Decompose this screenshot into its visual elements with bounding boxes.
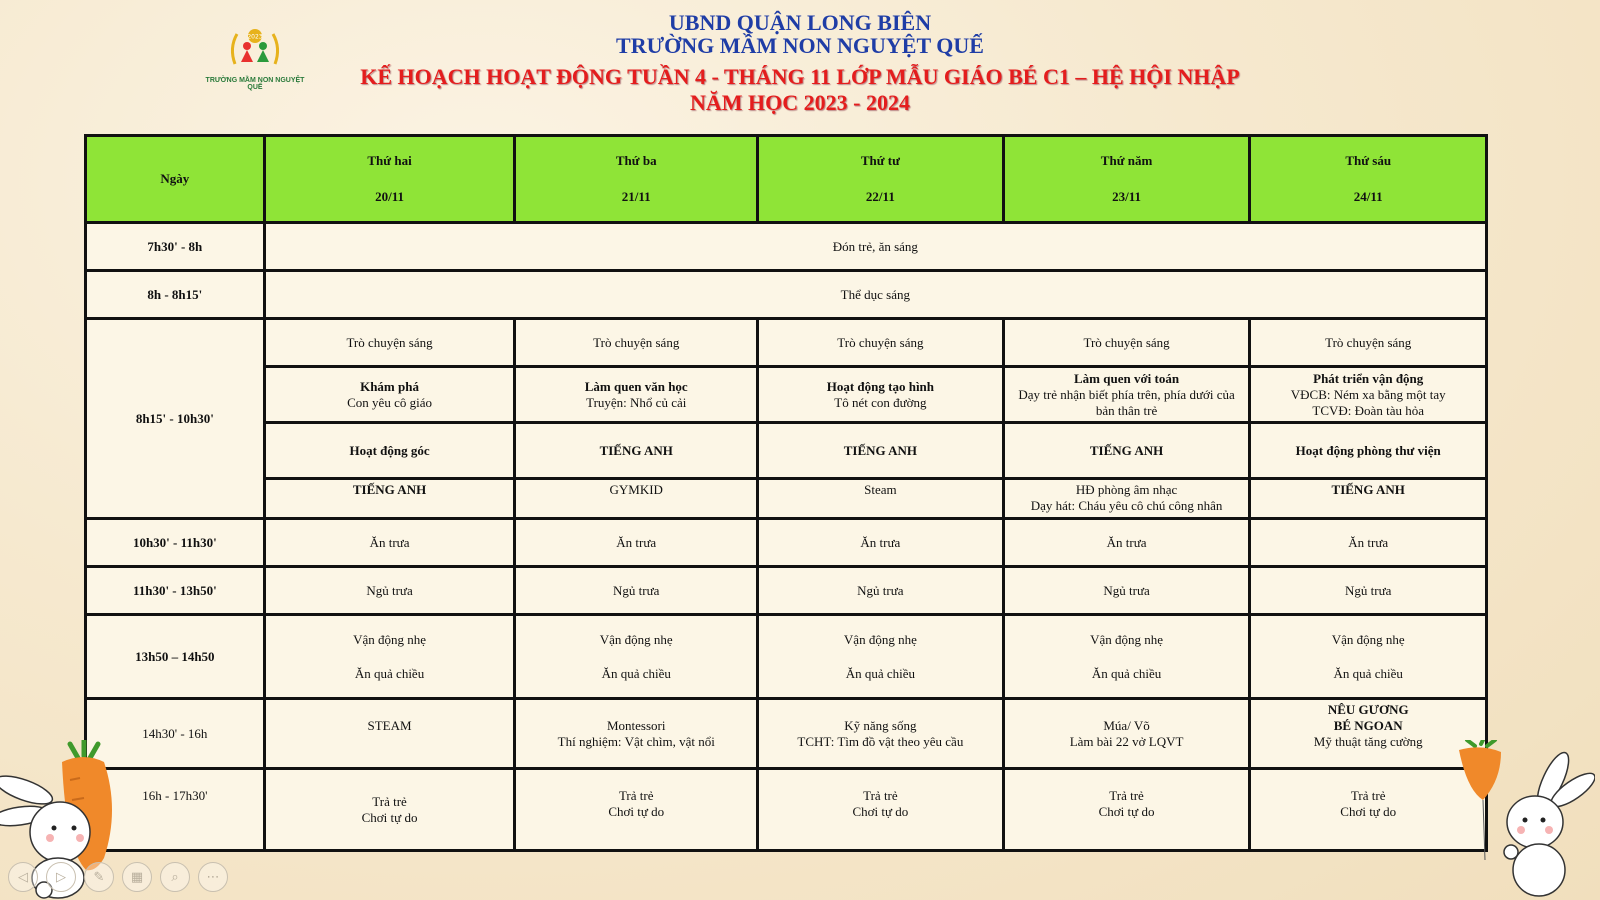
activity-cell: Đón trẻ, ăn sáng: [264, 223, 1486, 271]
header-day-wed: [758, 136, 1004, 223]
slides-grid-icon: ▦: [130, 869, 144, 885]
activity-cell: Hoạt động góc: [264, 423, 515, 479]
header-day-thu: [1003, 136, 1250, 223]
activity-cell: [1003, 479, 1250, 519]
activity-detail: Vận động nhẹ: [599, 631, 673, 647]
activity-cell: [1003, 367, 1250, 423]
activity-cell: [758, 615, 1004, 699]
school-year: NĂM HỌC 2023 - 2024: [690, 90, 910, 115]
activity-detail-2: Chơi tự do: [1340, 804, 1397, 819]
pen-icon: ✎: [93, 869, 105, 885]
day-name: Thứ tư: [860, 153, 900, 168]
district-name: UBND QUẬN LONG BIÊN: [668, 10, 932, 35]
activity-detail-2: Ăn quả chiều: [1333, 665, 1403, 681]
activity-cell: [1250, 615, 1487, 699]
table-row: [86, 367, 1487, 423]
activity-detail-2: Làm bài 22 vở LQVT: [1069, 734, 1184, 749]
day-date: 23/11: [1112, 189, 1142, 204]
activity-detail: Tô nét con đường: [834, 394, 927, 410]
time-slot: 8h15' - 10h30': [86, 319, 265, 519]
time-slot: 8h - 8h15': [86, 271, 265, 319]
activity-cell: [264, 367, 515, 423]
activity-detail: Múa/ Võ: [1103, 718, 1150, 733]
table-row: [86, 567, 1487, 615]
activity-title: Khám phá: [360, 378, 419, 394]
zoom-icon: ⌕: [171, 869, 179, 885]
activity-cell: Trò chuyện sáng: [1003, 319, 1250, 367]
activity-title-2: BÉ NGOAN: [1333, 718, 1403, 733]
activity-detail-2: Chơi tự do: [852, 804, 909, 819]
activity-cell: Ngủ trưa: [515, 567, 758, 615]
school-logo: [205, 26, 305, 91]
activity-cell: [1003, 769, 1250, 851]
activity-detail-2: Chơi tự do: [608, 804, 665, 819]
day-date: 20/11: [375, 189, 404, 204]
activity-cell: [1250, 367, 1487, 423]
svg-text:2023: 2023: [247, 33, 263, 41]
activity-detail-2: Thí nghiệm: Vật chìm, vật nổi: [557, 734, 715, 749]
day-date: 22/11: [865, 189, 895, 204]
activity-cell: Ngủ trưa: [1003, 567, 1250, 615]
previous-slide-button[interactable]: [8, 862, 38, 892]
day-name: Thứ hai: [367, 153, 412, 168]
activity-cell: Trò chuyện sáng: [1250, 319, 1487, 367]
activity-detail: Vận động nhẹ: [1331, 631, 1405, 647]
activity-cell: Ăn trưa: [1003, 519, 1250, 567]
activity-cell: [1003, 615, 1250, 699]
activity-cell: Trò chuyện sáng: [515, 319, 758, 367]
weekly-schedule-table: [84, 134, 1488, 852]
table-row: [86, 769, 1487, 851]
activity-detail: Vận động nhẹ: [1090, 631, 1164, 647]
activity-cell: Ngủ trưa: [1250, 567, 1487, 615]
activity-cell: Ăn trưa: [1250, 519, 1487, 567]
activity-cell: [515, 769, 758, 851]
more-options-icon: ⋯: [206, 869, 220, 885]
table-row: [86, 319, 1487, 367]
activity-cell: TIẾNG ANH: [1003, 423, 1250, 479]
bunny-carrot-right-icon: [1445, 740, 1595, 900]
activity-detail-2: TCVĐ: Đoàn tàu hỏa: [1312, 402, 1424, 418]
school-logo-emblem-icon: [225, 26, 285, 70]
activity-title: Hoạt động tạo hình: [826, 378, 935, 394]
activity-cell: [264, 615, 515, 699]
plan-title: KẾ HOẠCH HOẠT ĐỘNG TUẦN 4 - THÁNG 11 LỚP MẪU GIÁO BÉ C1 – HỆ HỘI NHẬP: [360, 64, 1240, 89]
see-all-slides-button[interactable]: [122, 862, 152, 892]
activity-cell: [515, 699, 758, 769]
day-name: Thứ ba: [615, 153, 657, 168]
activity-detail-2: Chơi tự do: [361, 809, 418, 825]
activity-cell: [758, 769, 1004, 851]
activity-cell: Thể dục sáng: [264, 271, 1486, 319]
activity-cell: Hoạt động phòng thư viện: [1250, 423, 1487, 479]
activity-cell: STEAM: [264, 699, 515, 769]
table-row: [86, 615, 1487, 699]
activity-detail-2: Ăn quả chiều: [601, 665, 671, 681]
activity-cell: [515, 615, 758, 699]
activity-detail: Trả trẻ: [372, 793, 407, 809]
time-slot: 11h30' - 13h50': [86, 567, 265, 615]
slideshow-controls: [8, 862, 228, 892]
table-header-row: [86, 136, 1487, 223]
activity-title: Làm quen văn học: [584, 378, 688, 394]
zoom-button[interactable]: [160, 862, 190, 892]
day-date: 24/11: [1353, 189, 1383, 204]
activity-detail: Con yêu cô giáo: [347, 394, 432, 410]
day-date: 21/11: [621, 189, 651, 204]
activity-cell: TIẾNG ANH: [264, 479, 515, 519]
activity-detail: Trả trẻ: [618, 788, 654, 803]
pen-tool-button[interactable]: [84, 862, 114, 892]
activity-detail-2: Ăn quả chiều: [1091, 665, 1162, 681]
activity-title: NÊU GƯƠNG: [1327, 702, 1409, 717]
activity-detail: VĐCB: Ném xa bằng một tay: [1290, 386, 1446, 402]
activity-detail-2: TCHT: Tìm đồ vật theo yêu cầu: [797, 734, 964, 749]
activity-detail: Kỹ năng sống: [844, 718, 917, 733]
activity-detail: Trả trẻ: [1350, 788, 1386, 803]
activity-detail: HĐ phòng âm nhạc: [1075, 482, 1178, 497]
activity-cell: GYMKID: [515, 479, 758, 519]
table-row: [86, 699, 1487, 769]
header-day-label: Ngày: [86, 136, 265, 223]
next-slide-button[interactable]: [46, 862, 76, 892]
activity-cell: [1003, 699, 1250, 769]
activity-cell: Ngủ trưa: [264, 567, 515, 615]
activity-title: Làm quen với toán: [1074, 370, 1180, 386]
activity-cell: TIẾNG ANH: [1250, 479, 1487, 519]
time-slot: 13h50 – 14h50: [86, 615, 265, 699]
time-slot: 14h30' - 16h: [86, 699, 265, 769]
table-row: [86, 271, 1487, 319]
activity-cell: Trò chuyện sáng: [758, 319, 1004, 367]
school-name: TRƯỜNG MẦM NON NGUYỆT QUẾ: [616, 33, 984, 58]
day-name: Thứ năm: [1100, 153, 1153, 168]
activity-cell: Ăn trưa: [264, 519, 515, 567]
activity-cell: [758, 699, 1004, 769]
day-name: Thứ sáu: [1345, 153, 1392, 168]
table-row: [86, 423, 1487, 479]
activity-detail-2: Ăn quả chiều: [354, 665, 425, 681]
time-slot: 10h30' - 11h30': [86, 519, 265, 567]
activity-cell: TIẾNG ANH: [515, 423, 758, 479]
activity-cell: TIẾNG ANH: [758, 423, 1004, 479]
activity-cell: Ngủ trưa: [758, 567, 1004, 615]
next-slide-icon: ▷: [56, 869, 66, 885]
time-slot: 7h30' - 8h: [86, 223, 265, 271]
activity-detail: Montessori: [606, 718, 666, 733]
activity-detail: Trả trẻ: [863, 788, 898, 803]
activity-cell: [515, 367, 758, 423]
activity-cell: [758, 367, 1004, 423]
table-row: [86, 519, 1487, 567]
activity-detail: Trả trẻ: [1109, 788, 1144, 803]
table-row: [86, 479, 1487, 519]
time-slot: 16h - 17h30': [86, 769, 265, 851]
logo-caption: TRƯỜNG MẦM NON NGUYỆT QUẾ: [205, 77, 305, 91]
activity-cell: Trò chuyện sáng: [264, 319, 515, 367]
activity-cell: Ăn trưa: [515, 519, 758, 567]
activity-detail: Vận động nhẹ: [843, 631, 917, 647]
table-row: [86, 223, 1487, 271]
activity-detail-2: Ăn quả chiều: [845, 665, 916, 681]
activity-detail: Truyện: Nhổ củ cải: [586, 394, 687, 410]
header-day-mon: [264, 136, 515, 223]
activity-detail: Mỹ thuật tăng cường: [1313, 734, 1423, 749]
activity-title: Phát triển vận động: [1313, 370, 1424, 386]
activity-detail-2: Dạy hát: Cháu yêu cô chú công nhân: [1030, 498, 1223, 513]
activity-cell: Steam: [758, 479, 1004, 519]
activity-cell: Ăn trưa: [758, 519, 1004, 567]
activity-detail: Dạy trẻ nhận biết phía trên, phía dưới của bản thân trẻ: [1018, 386, 1235, 418]
header-day-tue: [515, 136, 758, 223]
activity-cell: [264, 769, 515, 851]
previous-slide-icon: ◁: [18, 869, 28, 885]
activity-detail: Vận động nhẹ: [353, 631, 427, 647]
activity-detail-2: Chơi tự do: [1098, 804, 1155, 819]
header-day-fri: [1250, 136, 1487, 223]
more-options-button[interactable]: [198, 862, 228, 892]
